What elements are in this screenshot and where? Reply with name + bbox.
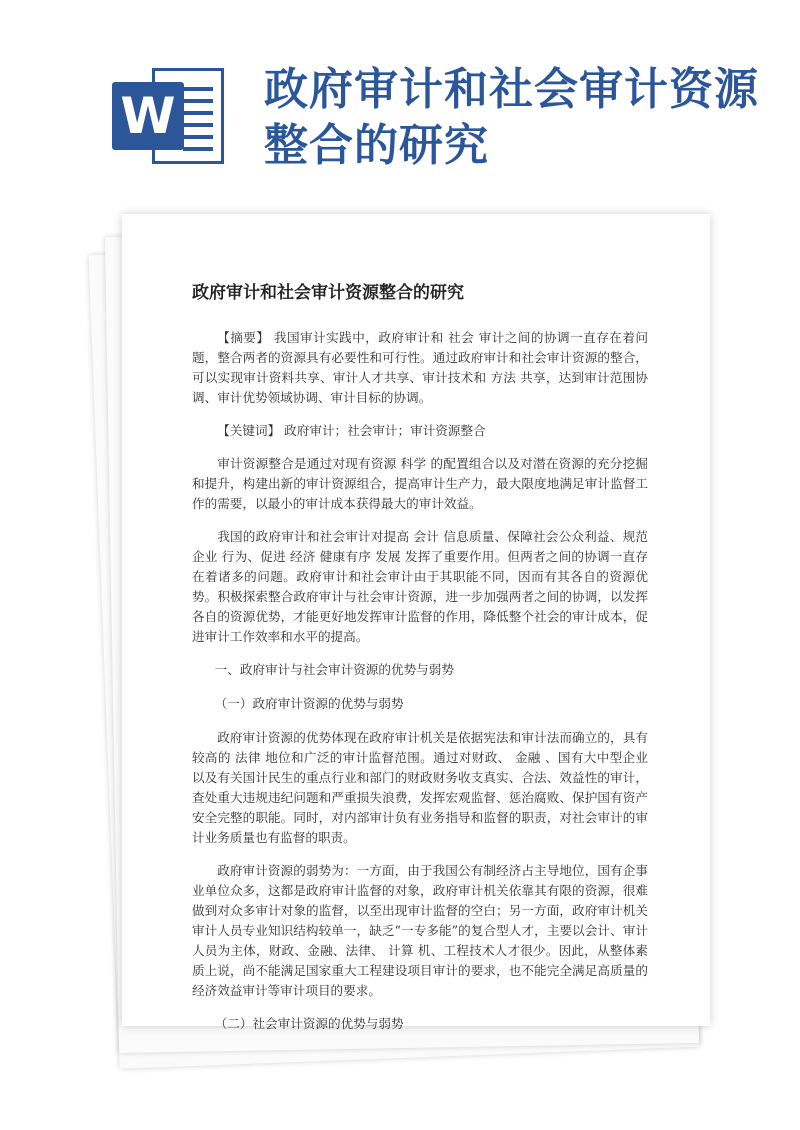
body-paragraph: 我国的政府审计和社会审计对提高 会计 信息质量、保障社会公众利益、规范 企业 行为、促进 经济 健康有序 发展 发挥了重要作用。但两者之间的协调一直存在着诸多的问题。政府审计和社会审计由于其职能不同，因而有其各自的资源优势。积极探索整合政府审计与社会审计资源，进一步加强两者之间的协调，以发挥各自的资源优势，才能更好地发挥审计监督的作用，降低整个社会的审计成本，促进审计工作效率和水平的提高。: [192, 529, 648, 644]
document-title: 政府审计和社会审计资源整合的研究: [192, 283, 464, 303]
page-title: 政府审计和社会审计资源整合的研究: [264, 64, 759, 171]
body-paragraph: 审计资源整合是通过对现有资源 科学 的配置组合以及对潜在资源的充分挖掘和提升，构建出新的审计资源组合，提高审计生产力，最大限度地满足审计监督工作的需要，以最小的审计成本获得最大的审计效益。: [192, 456, 648, 511]
word-badge: W: [112, 82, 184, 150]
subsection-heading: （一）政府审计资源的优势与弱势: [214, 696, 404, 711]
abstract-paragraph: 【摘要】 我国审计实践中，政府审计和 社会 审计之间的协调一直存在着问题，整合两者的资源具有必要性和可行性。通过政府审计和社会审计资源的整合，可以实现审计资料共享、审计人才共享、审计技术和 方法 共享，达到审计范围协调、审计优势领域协调、审计目标的协调。: [192, 330, 648, 405]
subsection-heading: （二）社会审计资源的优势与弱势: [214, 1016, 404, 1031]
document-body: [192, 280, 648, 1048]
body-paragraph: 政府审计资源的优势体现在政府审计机关是依据宪法和审计法而确立的，具有较高的 法律 地位和广泛的审计监督范围。通过对财政、 金融 、国有大中型企业以及有关国计民生的重点行业和部门的财政财务收支真实、合法、效益性的审计，查处重大违规违纪问题和严重损失浪费，发挥宏观监督、惩治腐败、保护国有资产安全完整的职能。同时，对内部审计负有业务指导和监督的职责，对社会审计的审计业务质量也有监督的职责。: [192, 730, 648, 845]
keywords-paragraph: 【关键词】 政府审计；社会审计；审计资源整合: [217, 423, 486, 438]
word-icon: [112, 68, 224, 164]
section-heading: 一、政府审计与社会审计资源的优势与弱势: [214, 662, 454, 677]
body-paragraph: 政府审计资源的弱势为：一方面，由于我国公有制经济占主导地位，国有企事业单位众多，这都是政府审计监督的对象，政府审计机关依靠其有限的资源，很难做到对众多审计对象的监督，以至出现审计监督的空白；另一方面，政府审计机关审计人员专业知识结构较单一，缺乏“一专多能”的复合型人才，主要以会计、审计人员为主体，财政、金融、法律、 计算 机、工程技术人才很少。因此，从整体素质上说，尚不能满足国家重大工程建设项目审计的要求，也不能完全满足高质量的经济效益审计等审计项目的要求。: [192, 863, 648, 998]
